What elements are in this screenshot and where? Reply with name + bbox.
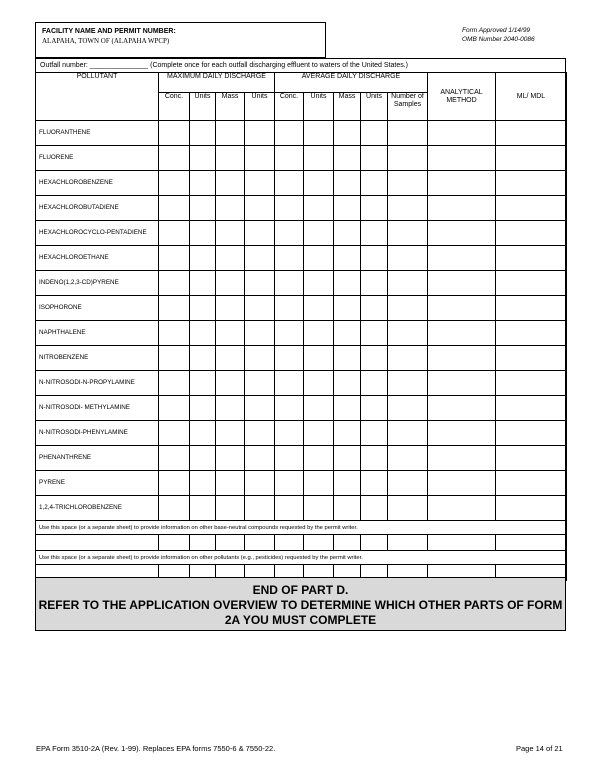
entry-cell[interactable] xyxy=(190,271,216,296)
entry-cell[interactable] xyxy=(159,146,190,171)
entry-cell[interactable] xyxy=(428,371,496,396)
entry-cell[interactable] xyxy=(428,535,496,551)
entry-cell[interactable] xyxy=(304,246,334,271)
entry-cell[interactable] xyxy=(361,271,388,296)
entry-cell[interactable] xyxy=(275,496,304,521)
entry-cell[interactable] xyxy=(304,271,334,296)
entry-cell[interactable] xyxy=(159,535,190,551)
entry-cell[interactable] xyxy=(496,221,567,246)
entry-cell[interactable] xyxy=(428,171,496,196)
entry-cell[interactable] xyxy=(334,221,361,246)
ml-mdl-header: ML/ MDL xyxy=(496,73,567,121)
entry-cell[interactable] xyxy=(334,535,361,551)
entry-cell[interactable] xyxy=(361,346,388,371)
end-line-1: END OF PART D. xyxy=(252,583,349,597)
entry-cell[interactable] xyxy=(496,271,567,296)
entry-cell[interactable] xyxy=(216,396,245,421)
entry-cell[interactable] xyxy=(304,371,334,396)
pollutant-name: N-NITROSODI-PHENYLAMINE xyxy=(36,421,159,446)
entry-cell[interactable] xyxy=(304,146,334,171)
pollutant-name: HEXACHLOROBUTADIENE xyxy=(36,196,159,221)
entry-cell[interactable] xyxy=(190,346,216,371)
entry-cell[interactable] xyxy=(159,396,190,421)
entry-cell[interactable] xyxy=(190,196,216,221)
entry-cell[interactable] xyxy=(428,296,496,321)
entry-cell[interactable] xyxy=(245,221,275,246)
entry-cell[interactable] xyxy=(190,296,216,321)
entry-cell[interactable] xyxy=(159,171,190,196)
entry-cell[interactable] xyxy=(275,246,304,271)
pollutant-name: HEXACHLOROETHANE xyxy=(36,246,159,271)
entry-cell[interactable] xyxy=(361,296,388,321)
entry-cell[interactable] xyxy=(361,221,388,246)
entry-cell[interactable] xyxy=(190,496,216,521)
entry-cell[interactable] xyxy=(245,346,275,371)
entry-cell[interactable] xyxy=(496,321,567,346)
entry-cell[interactable] xyxy=(361,321,388,346)
entry-cell[interactable] xyxy=(361,121,388,146)
entry-cell[interactable] xyxy=(388,535,428,551)
entry-cell[interactable] xyxy=(304,346,334,371)
entry-cell[interactable] xyxy=(428,246,496,271)
facility-name-field[interactable]: ALAPAHA, TOWN OF (ALAPAHA WPCP) xyxy=(42,37,170,45)
entry-cell[interactable] xyxy=(190,221,216,246)
entry-cell[interactable] xyxy=(361,146,388,171)
entry-cell[interactable] xyxy=(388,346,428,371)
entry-cell[interactable] xyxy=(159,196,190,221)
pollutant-name: ISOPHORONE xyxy=(36,296,159,321)
entry-cell[interactable] xyxy=(159,371,190,396)
entry-cell[interactable] xyxy=(428,121,496,146)
entry-cell[interactable] xyxy=(275,121,304,146)
table-row xyxy=(36,171,567,196)
entry-cell[interactable] xyxy=(190,535,216,551)
header-row-1 xyxy=(36,73,567,93)
blank-entry-row xyxy=(36,535,567,551)
entry-cell[interactable] xyxy=(496,421,567,446)
entry-cell[interactable] xyxy=(216,535,245,551)
entry-cell[interactable] xyxy=(334,371,361,396)
entry-cell[interactable] xyxy=(334,171,361,196)
entry-cell[interactable] xyxy=(304,446,334,471)
entry-cell[interactable] xyxy=(190,321,216,346)
entry-cell[interactable] xyxy=(159,446,190,471)
entry-cell[interactable] xyxy=(428,221,496,246)
entry-cell[interactable] xyxy=(304,535,334,551)
table-row xyxy=(36,321,567,346)
entry-cell[interactable] xyxy=(496,496,567,521)
entry-cell[interactable] xyxy=(216,121,245,146)
entry-cell[interactable] xyxy=(304,221,334,246)
entry-cell[interactable] xyxy=(304,471,334,496)
entry-cell[interactable] xyxy=(275,371,304,396)
end-line-2: REFER TO THE APPLICATION OVERVIEW TO DETERMINE WHICH OTHER PARTS OF FORM 2A YOU MUST COMPLETE xyxy=(38,598,563,627)
avg-conc-header: Conc. xyxy=(275,93,304,121)
entry-cell[interactable] xyxy=(245,496,275,521)
entry-cell[interactable] xyxy=(361,396,388,421)
avg-units-header: Units xyxy=(304,93,334,121)
entry-cell[interactable] xyxy=(388,171,428,196)
entry-cell[interactable] xyxy=(245,396,275,421)
entry-cell[interactable] xyxy=(216,421,245,446)
entry-cell[interactable] xyxy=(245,171,275,196)
entry-cell[interactable] xyxy=(361,196,388,221)
entry-cell[interactable] xyxy=(304,196,334,221)
num-samples-header: Number of Samples xyxy=(388,93,428,121)
pollutant-name: PYRENE xyxy=(36,471,159,496)
entry-cell[interactable] xyxy=(216,171,245,196)
entry-cell[interactable] xyxy=(496,196,567,221)
form-approved-date: Form Approved 1/14/99 xyxy=(462,27,531,34)
entry-cell[interactable] xyxy=(159,296,190,321)
outfall-number-field[interactable]: Outfall number: _______________ xyxy=(40,62,149,69)
entry-cell[interactable] xyxy=(275,471,304,496)
footer-page-number: Page 14 of 21 xyxy=(516,744,563,753)
entry-cell[interactable] xyxy=(304,396,334,421)
entry-cell[interactable] xyxy=(216,146,245,171)
entry-cell[interactable] xyxy=(216,446,245,471)
entry-cell[interactable] xyxy=(428,321,496,346)
entry-cell[interactable] xyxy=(334,446,361,471)
entry-cell[interactable] xyxy=(428,346,496,371)
table-row xyxy=(36,496,567,521)
entry-cell[interactable] xyxy=(245,246,275,271)
entry-cell[interactable] xyxy=(304,421,334,446)
entry-cell[interactable] xyxy=(361,471,388,496)
entry-cell[interactable] xyxy=(361,171,388,196)
entry-cell[interactable] xyxy=(334,271,361,296)
entry-cell[interactable] xyxy=(159,471,190,496)
note-text: Use this space (or a separate sheet) to provide information on other base-neutral compounds requested by the permit writer. xyxy=(36,521,567,535)
entry-cell[interactable] xyxy=(496,471,567,496)
pollutant-name: FLUORENE xyxy=(36,146,159,171)
entry-cell[interactable] xyxy=(216,246,245,271)
entry-cell[interactable] xyxy=(496,371,567,396)
max-conc-header: Conc. xyxy=(159,93,190,121)
end-of-part-banner xyxy=(35,577,566,631)
pollutant-name: HEXACHLOROCYCLO-PENTADIENE xyxy=(36,221,159,246)
avg-daily-header: AVERAGE DAILY DISCHARGE xyxy=(275,73,428,93)
entry-cell[interactable] xyxy=(388,421,428,446)
entry-cell[interactable] xyxy=(388,221,428,246)
entry-cell[interactable] xyxy=(190,396,216,421)
entry-cell[interactable] xyxy=(334,196,361,221)
entry-cell[interactable] xyxy=(428,471,496,496)
entry-cell[interactable] xyxy=(275,446,304,471)
table-row xyxy=(36,146,567,171)
entry-cell[interactable] xyxy=(496,296,567,321)
entry-cell[interactable] xyxy=(275,296,304,321)
pollutant-name: FLUORANTHENE xyxy=(36,121,159,146)
entry-cell[interactable] xyxy=(361,535,388,551)
entry-cell[interactable] xyxy=(190,371,216,396)
entry-cell[interactable] xyxy=(334,321,361,346)
table-row xyxy=(36,121,567,146)
note-row xyxy=(36,521,567,535)
entry-cell[interactable] xyxy=(388,321,428,346)
entry-cell[interactable] xyxy=(304,171,334,196)
entry-cell[interactable] xyxy=(190,421,216,446)
entry-cell[interactable] xyxy=(275,396,304,421)
entry-cell[interactable] xyxy=(388,496,428,521)
entry-cell[interactable] xyxy=(275,346,304,371)
entry-cell[interactable] xyxy=(275,146,304,171)
entry-cell[interactable] xyxy=(496,446,567,471)
entry-cell[interactable] xyxy=(190,171,216,196)
max-mass-header: Mass xyxy=(216,93,245,121)
table-row xyxy=(36,371,567,396)
entry-cell[interactable] xyxy=(245,421,275,446)
entry-cell[interactable] xyxy=(216,221,245,246)
entry-cell[interactable] xyxy=(275,221,304,246)
max-units-header: Units xyxy=(190,93,216,121)
entry-cell[interactable] xyxy=(428,146,496,171)
pollutant-name: INDENO(1,2,3-CD)PYRENE xyxy=(36,271,159,296)
entry-cell[interactable] xyxy=(388,371,428,396)
entry-cell[interactable] xyxy=(159,421,190,446)
entry-cell[interactable] xyxy=(245,471,275,496)
entry-cell[interactable] xyxy=(275,535,304,551)
entry-cell[interactable] xyxy=(216,371,245,396)
entry-cell[interactable] xyxy=(428,196,496,221)
entry-cell[interactable] xyxy=(361,371,388,396)
pollutant-name: NITROBENZENE xyxy=(36,346,159,371)
outfall-line xyxy=(36,59,565,72)
entry-cell[interactable] xyxy=(496,171,567,196)
entry-cell[interactable] xyxy=(428,421,496,446)
table-row xyxy=(36,196,567,221)
entry-cell[interactable] xyxy=(159,121,190,146)
entry-cell[interactable] xyxy=(361,446,388,471)
entry-cell[interactable] xyxy=(304,496,334,521)
entry-cell[interactable] xyxy=(334,121,361,146)
entry-cell[interactable] xyxy=(388,396,428,421)
table-row xyxy=(36,246,567,271)
entry-cell[interactable] xyxy=(388,121,428,146)
entry-cell[interactable] xyxy=(159,271,190,296)
entry-cell[interactable] xyxy=(245,321,275,346)
table-row xyxy=(36,346,567,371)
entry-cell[interactable] xyxy=(216,296,245,321)
table-row xyxy=(36,271,567,296)
entry-cell[interactable] xyxy=(190,121,216,146)
table-row xyxy=(36,471,567,496)
entry-cell[interactable] xyxy=(388,296,428,321)
entry-cell[interactable] xyxy=(275,171,304,196)
entry-cell[interactable] xyxy=(496,535,567,551)
table-row xyxy=(36,446,567,471)
entry-cell[interactable] xyxy=(428,396,496,421)
entry-cell[interactable] xyxy=(496,396,567,421)
entry-cell[interactable] xyxy=(216,346,245,371)
entry-cell[interactable] xyxy=(216,496,245,521)
pollutant-name: NAPHTHALENE xyxy=(36,321,159,346)
entry-cell[interactable] xyxy=(190,146,216,171)
entry-cell[interactable] xyxy=(428,446,496,471)
entry-cell[interactable] xyxy=(245,146,275,171)
entry-cell[interactable] xyxy=(159,221,190,246)
entry-cell[interactable] xyxy=(245,196,275,221)
entry-cell[interactable] xyxy=(216,471,245,496)
pollutant-name: N-NITROSODI- METHYLAMINE xyxy=(36,396,159,421)
pollutant-name: 1,2,4-TRICHLOROBENZENE xyxy=(36,496,159,521)
entry-cell[interactable] xyxy=(190,446,216,471)
entry-cell[interactable] xyxy=(245,371,275,396)
entry-cell[interactable] xyxy=(428,271,496,296)
max-mass-units-header: Units xyxy=(245,93,275,121)
entry-cell[interactable] xyxy=(334,146,361,171)
entry-cell[interactable] xyxy=(428,496,496,521)
note-text: Use this space (or a separate sheet) to provide information on other pollutants (e.g., pesticides) requested by the permit writer. xyxy=(36,551,567,565)
footer-form-id: EPA Form 3510-2A (Rev. 1-99). Replaces EPA forms 7550-6 & 7550-22. xyxy=(36,744,276,753)
facility-box xyxy=(35,22,326,58)
pollutant-name: HEXACHLOROBENZENE xyxy=(36,171,159,196)
table-row xyxy=(36,396,567,421)
entry-cell[interactable] xyxy=(245,535,275,551)
entry-cell[interactable] xyxy=(245,296,275,321)
outfall-instruction: (Complete once for each outfall discharging effluent to waters of the United States.) xyxy=(150,62,409,69)
pollutant-table xyxy=(35,72,567,581)
entry-cell[interactable] xyxy=(334,471,361,496)
entry-cell[interactable] xyxy=(159,346,190,371)
entry-cell[interactable] xyxy=(216,321,245,346)
entry-cell[interactable] xyxy=(388,471,428,496)
avg-mass-header: Mass xyxy=(334,93,361,121)
entry-cell[interactable] xyxy=(245,121,275,146)
entry-cell[interactable] xyxy=(496,121,567,146)
entry-cell[interactable] xyxy=(190,246,216,271)
entry-cell[interactable] xyxy=(361,246,388,271)
form-approval-info xyxy=(462,26,535,44)
table-row xyxy=(36,221,567,246)
entry-cell[interactable] xyxy=(361,496,388,521)
entry-cell[interactable] xyxy=(496,246,567,271)
entry-cell[interactable] xyxy=(388,271,428,296)
entry-cell[interactable] xyxy=(159,496,190,521)
entry-cell[interactable] xyxy=(190,471,216,496)
table-row xyxy=(36,296,567,321)
entry-cell[interactable] xyxy=(304,296,334,321)
entry-cell[interactable] xyxy=(361,421,388,446)
omb-number: OMB Number 2040-0086 xyxy=(462,36,535,43)
entry-cell[interactable] xyxy=(334,421,361,446)
entry-cell[interactable] xyxy=(334,346,361,371)
entry-cell[interactable] xyxy=(275,196,304,221)
avg-mass-units-header: Units xyxy=(361,93,388,121)
entry-cell[interactable] xyxy=(275,271,304,296)
entry-cell[interactable] xyxy=(159,246,190,271)
entry-cell[interactable] xyxy=(245,271,275,296)
entry-cell[interactable] xyxy=(334,496,361,521)
pollutant-header: POLLUTANT xyxy=(36,73,159,121)
table-row xyxy=(36,421,567,446)
entry-cell[interactable] xyxy=(334,246,361,271)
pollutant-name: PHENANTHRENE xyxy=(36,446,159,471)
entry-cell[interactable] xyxy=(36,535,159,551)
analytical-method-header: ANALYTICAL METHOD xyxy=(428,73,496,121)
entry-cell[interactable] xyxy=(216,271,245,296)
entry-cell[interactable] xyxy=(159,321,190,346)
facility-label: FACILITY NAME AND PERMIT NUMBER: xyxy=(42,28,176,35)
entry-cell[interactable] xyxy=(334,396,361,421)
note-row xyxy=(36,551,567,565)
pollutant-name: N-NITROSODI-N-PROPYLAMINE xyxy=(36,371,159,396)
entry-cell[interactable] xyxy=(334,296,361,321)
entry-cell[interactable] xyxy=(388,196,428,221)
entry-cell[interactable] xyxy=(496,346,567,371)
entry-cell[interactable] xyxy=(388,146,428,171)
entry-cell[interactable] xyxy=(275,321,304,346)
max-daily-header: MAXIMUM DAILY DISCHARGE xyxy=(159,73,275,93)
entry-cell[interactable] xyxy=(275,421,304,446)
entry-cell[interactable] xyxy=(304,121,334,146)
entry-cell[interactable] xyxy=(388,246,428,271)
entry-cell[interactable] xyxy=(245,446,275,471)
entry-cell[interactable] xyxy=(216,196,245,221)
entry-cell[interactable] xyxy=(304,321,334,346)
entry-cell[interactable] xyxy=(496,146,567,171)
entry-cell[interactable] xyxy=(388,446,428,471)
